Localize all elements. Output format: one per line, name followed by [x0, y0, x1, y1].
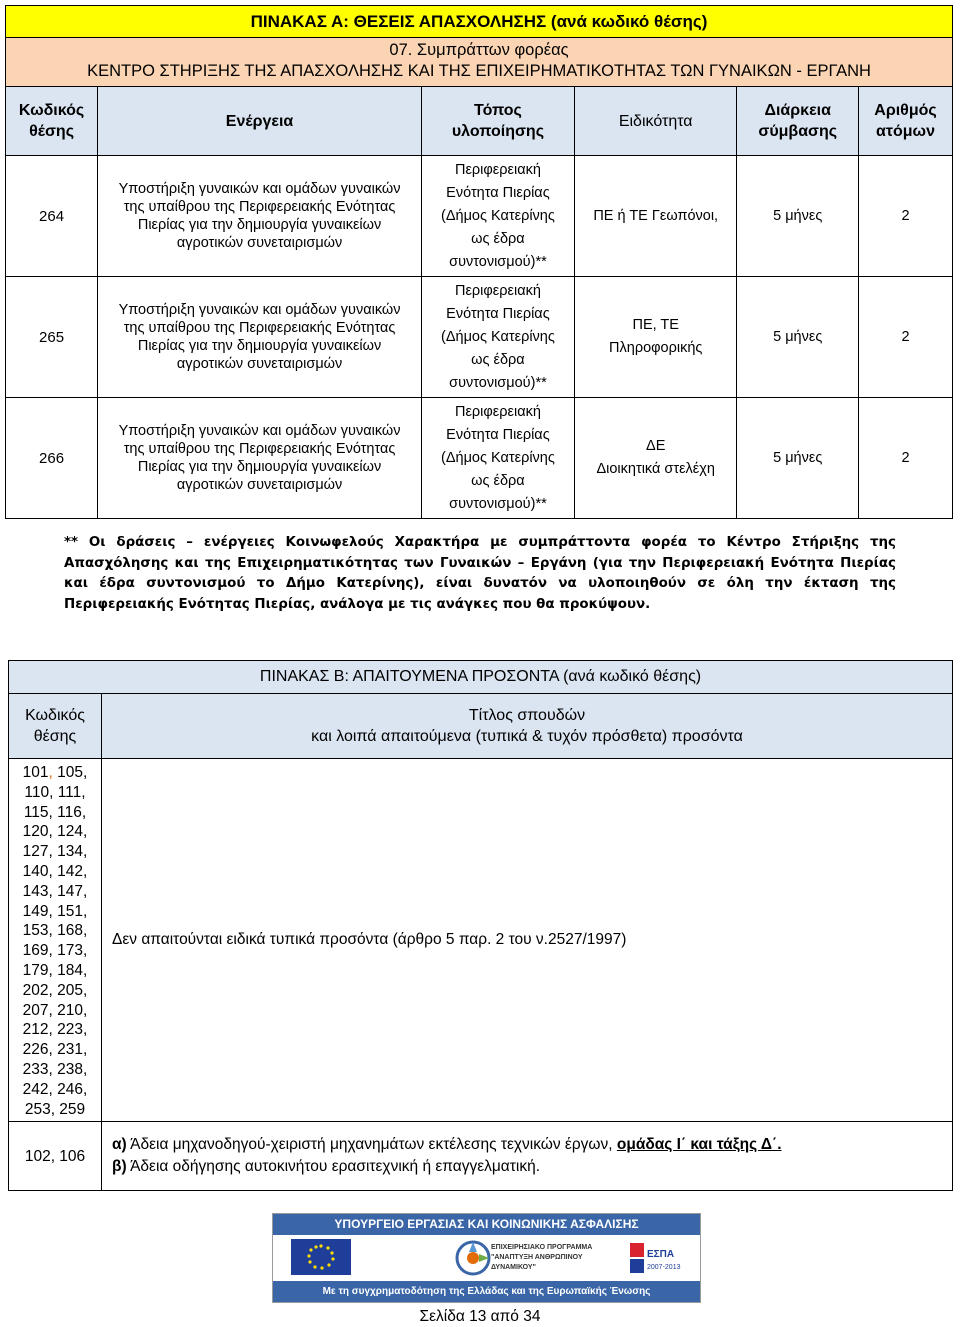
header-place-line-1: Τόπος — [474, 102, 522, 119]
action-line: της υπαίθρου της Περιφερειακής Ενότητας — [123, 199, 396, 215]
eu-flag-icon — [291, 1239, 351, 1275]
action-line: Πιερίας για την δημιουργία γυναικείων — [137, 459, 382, 475]
table-a-row — [6, 156, 953, 277]
requirement-a-end: . — [777, 1136, 782, 1154]
program-name — [491, 1243, 621, 1273]
program-logo-icon — [453, 1238, 493, 1278]
action-line: αγροτικών συνεταιρισμών — [176, 477, 343, 493]
specialty-cell — [574, 156, 737, 277]
requirement-b-text: Άδεια οδήγησης αυτοκινήτου ερασιτεχνική ή επαγγελματική. — [126, 1158, 541, 1176]
page-number: Σελίδα 13 από 34 — [419, 1308, 541, 1325]
code-line: 179, 184, — [22, 961, 88, 979]
requirement-b — [112, 1156, 942, 1178]
place-line: ως έδρα — [471, 351, 525, 368]
specialty-line: ΔΕ — [646, 438, 666, 454]
header-duration — [737, 87, 859, 156]
action-line: αγροτικών συνεταιρισμών — [176, 235, 343, 251]
table-b-header-code-line-2: θέσης — [33, 728, 77, 745]
table-b-header-row — [9, 694, 953, 759]
subtitle-line-2: ΚΕΝΤΡΟ ΣΤΗΡΙΞΗΣ ΤΗΣ ΑΠΑΣΧΟΛΗΣΗΣ ΚΑΙ ΤΗΣ ΕΠΙΧΕΙΡΗΜΑΤΙΚΟΤΗΤΑΣ ΤΩΝ ΓΥΝΑΙΚΩΝ - ΕΡΓΑΝΗ — [87, 62, 871, 80]
place-cell — [421, 156, 574, 277]
requirement-b-label: β) — [112, 1158, 127, 1176]
place-line: συντονισμού)** — [449, 253, 547, 270]
header-place — [421, 87, 574, 156]
action-cell — [98, 277, 422, 398]
code-first: 101 — [22, 764, 49, 781]
duration-cell: 5 μήνες — [737, 277, 859, 398]
specialty-line: ΠΕ, ΤΕ — [632, 317, 679, 333]
table-b-header-title — [102, 694, 953, 759]
table-a-header-row — [6, 87, 953, 156]
table-b-row-2-codes: 102, 106 — [9, 1122, 102, 1191]
specialty-line: ΠΕ ή ΤΕ Γεωπόνοι, — [593, 207, 719, 224]
table-a-title: ΠΙΝΑΚΑΣ Α: ΘΕΣΕΙΣ ΑΠΑΣΧΟΛΗΣΗΣ (ανά κωδικό θέσης) — [6, 6, 953, 38]
code-line: 140, 142, — [22, 862, 88, 880]
code-line: 253, 259 — [24, 1100, 86, 1118]
action-line: Υποστήριξη γυναικών και ομάδων γυναικών — [118, 423, 401, 439]
table-a-row — [6, 398, 953, 519]
code-line: 153, 168, — [22, 922, 88, 940]
header-specialty-label: Ειδικότητα — [618, 112, 693, 130]
table-b-header-title-line-1: Τίτλος σπουδών — [468, 707, 586, 724]
persons-cell: 2 — [858, 156, 952, 277]
header-place-line-2: υλοποίησης — [451, 123, 545, 140]
code-line: 110, 111, — [24, 783, 86, 801]
action-line: Πιερίας για την δημιουργία γυναικείων — [137, 217, 382, 233]
action-line: Πιερίας για την δημιουργία γυναικείων — [137, 338, 382, 354]
table-b — [8, 660, 953, 1191]
header-duration-line-1: Διάρκεια — [764, 102, 831, 119]
table-b-row-1-codes — [9, 759, 102, 1122]
header-code-line-2: θέσης — [29, 123, 75, 140]
espa-logo-icon — [628, 1241, 688, 1275]
specialty-cell — [574, 398, 737, 519]
code-list — [11, 783, 99, 1120]
espa-years: 2007-2013 — [647, 1264, 681, 1271]
place-line: Ενότητα Πιερίας — [446, 184, 550, 201]
subtitle-line-1: 07. Συμπράττων φορέας — [389, 41, 569, 59]
header-persons-line-1: Αριθμός — [874, 102, 937, 119]
requirement-a-text: Άδεια μηχανοδηγού-χειριστή μηχανημάτων εκτέλεσης τεχνικών έργων, — [126, 1136, 617, 1154]
specialty-line: Διοικητικά στελέχη — [596, 461, 715, 477]
code-line: 143, 147, — [22, 882, 88, 900]
code-line: 242, 246, — [22, 1080, 88, 1098]
place-line: (Δήμος Κατερίνης — [441, 207, 555, 224]
place-cell — [421, 398, 574, 519]
header-action-label: Ενέργεια — [225, 112, 294, 130]
action-cell — [98, 398, 422, 519]
code-line: 212, 223, — [22, 1021, 88, 1039]
banner-ministry: ΥΠΟΥΡΓΕΙΟ ΕΡΓΑΣΙΑΣ ΚΑΙ ΚΟΙΝΩΝΙΚΗΣ ΑΣΦΑΛΙΣΗΣ — [273, 1214, 700, 1235]
banner-cofunding-text: Με τη συγχρηματοδότηση της Ελλάδας και της Ευρωπαϊκής Ένωσης — [273, 1281, 700, 1302]
place-line: (Δήμος Κατερίνης — [441, 328, 555, 345]
table-b-row-2-requirement — [102, 1122, 953, 1191]
header-duration-line-2: σύμβασης — [758, 123, 838, 140]
header-persons-line-2: ατόμων — [876, 123, 935, 140]
header-action — [98, 87, 422, 156]
table-b-title: ΠΙΝΑΚΑΣ Β: ΑΠΑΙΤΟΥΜΕΝΑ ΠΡΟΣΟΝΤΑ (ανά κωδικό θέσης) — [9, 661, 953, 694]
action-line: Υποστήριξη γυναικών και ομάδων γυναικών — [118, 181, 401, 197]
place-line: Περιφερειακή — [454, 282, 541, 299]
cofunding-banner — [272, 1213, 701, 1303]
code-line: 149, 151, — [22, 902, 88, 920]
place-line: συντονισμού)** — [449, 374, 547, 391]
place-cell — [421, 277, 574, 398]
table-b-header-code — [9, 694, 102, 759]
code-line: 226, 231, — [22, 1041, 88, 1059]
position-code: 264 — [6, 156, 98, 277]
place-line: Περιφερειακή — [454, 403, 541, 420]
code-line: 115, 116, — [23, 803, 87, 821]
place-line: Περιφερειακή — [454, 161, 541, 178]
action-cell — [98, 156, 422, 277]
code-first-comma: , — [48, 764, 53, 781]
action-line: αγροτικών συνεταιρισμών — [176, 356, 343, 372]
code-line: 207, 210, — [22, 1001, 88, 1019]
table-b-header-code-line-1: Κωδικός — [25, 707, 85, 724]
place-line: (Δήμος Κατερίνης — [441, 449, 555, 466]
table-a — [5, 5, 953, 519]
program-name-line-1: ΕΠΙΧΕΙΡΗΣΙΑΚΟ ΠΡΟΓΡΑΜΜΑ — [491, 1244, 593, 1251]
header-specialty — [574, 87, 737, 156]
header-code — [6, 87, 98, 156]
header-code-line-1: Κωδικός — [18, 102, 85, 119]
code-line — [11, 763, 99, 783]
table-b-row — [9, 1122, 953, 1191]
specialty-line: Πληροφορικής — [609, 340, 703, 356]
place-line: Ενότητα Πιερίας — [446, 426, 550, 443]
persons-cell: 2 — [858, 398, 952, 519]
duration-cell: 5 μήνες — [737, 156, 859, 277]
place-line: ως έδρα — [471, 472, 525, 489]
position-code: 265 — [6, 277, 98, 398]
table-b-row-1-requirement: Δεν απαιτούνται ειδικά τυπικά προσόντα (άρθρο 5 παρ. 2 του ν.2527/1997) — [102, 759, 953, 1122]
code-line: 202, 205, — [22, 981, 88, 999]
table-a-subtitle — [6, 38, 953, 87]
code-line: 120, 124, — [22, 823, 88, 841]
specialty-cell — [574, 277, 737, 398]
banner-logos — [273, 1235, 700, 1281]
duration-cell: 5 μήνες — [737, 398, 859, 519]
table-b-header-title-line-2: και λοιπά απαιτούμενα (τυπικά & τυχόν πρόσθετα) προσόντα — [311, 728, 743, 745]
action-line: Υποστήριξη γυναικών και ομάδων γυναικών — [118, 302, 401, 318]
espa-label: ΕΣΠΑ — [647, 1249, 675, 1260]
code-line: 127, 134, — [22, 843, 88, 861]
place-line: συντονισμού)** — [449, 495, 547, 512]
action-line: της υπαίθρου της Περιφερειακής Ενότητας — [123, 320, 396, 336]
persons-cell: 2 — [858, 277, 952, 398]
code-line: 169, 173, — [22, 942, 88, 960]
place-line: ως έδρα — [471, 230, 525, 247]
requirement-a-underlined: ομάδας Ι΄ και τάξης Δ΄ — [616, 1136, 778, 1154]
code-line: 233, 238, — [22, 1060, 88, 1078]
program-name-line-2: "ΑΝΑΠΤΥΞΗ ΑΝΘΡΩΠΙΝΟΥ ΔΥΝΑΜΙΚΟΥ" — [491, 1254, 583, 1271]
table-b-row — [9, 759, 953, 1122]
position-code: 266 — [6, 398, 98, 519]
code-first-rest: 105, — [52, 764, 88, 781]
table-a-row — [6, 277, 953, 398]
header-persons — [858, 87, 952, 156]
footnote: ** Οι δράσεις – ενέργειες Κοινωφελούς Χαρακτήρα με συμπράττοντα φορέα το Κέντρο Στήριξης της Απασχόλησης και της Επιχειρηματικότητας των Γυναικών – Εργάνη (για την Περιφερειακή Ενότητα Πιερίας και έδρα συντονισμού το Δήμο Κατερίνης), είναι δυνατόν να υλοποιηθούν σε όλη την έκταση της Περιφερειακής Ενότητας Πιερίας, ανάλογα με τις ανάγκες που θα προκύψουν. — [64, 535, 896, 612]
requirement-a-label: α) — [112, 1136, 127, 1154]
action-line: της υπαίθρου της Περιφερειακής Ενότητας — [123, 441, 396, 457]
place-line: Ενότητα Πιερίας — [446, 305, 550, 322]
requirement-a — [112, 1134, 942, 1156]
